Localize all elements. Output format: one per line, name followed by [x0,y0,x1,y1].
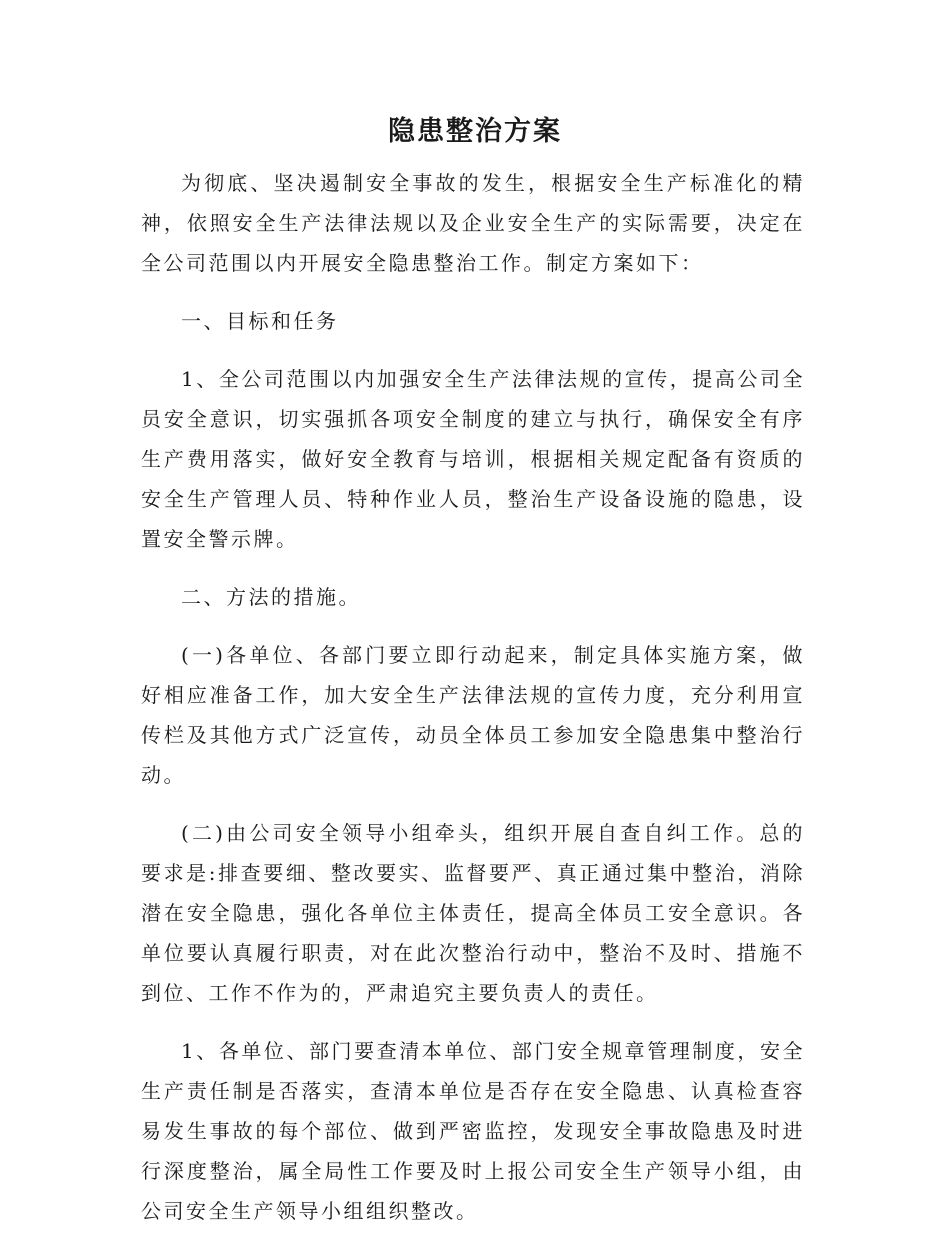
measures-subitem-1-paragraph: 1、各单位、部门要查清本单位、部门安全规章管理制度，安全生产责任制是否落实，查清本单位是否存在安全隐患、认真检查容易发生事故的每个部位、做到严密监控，发现安全事故隐患及时进行深度整治，属全局性工作要及时上报公司安全生产领导小组，由公司安全生产领导小组组织整改。 [141,1039,805,1223]
document-title: 隐患整治方案 [388,116,562,147]
section-heading-goals: 一、目标和任务 [181,309,339,333]
measures-item-2-paragraph: (二)由公司安全领导小组牵头，组织开展自查自纠工作。总的要求是:排查要细、整改要实、监督要严、真正通过集中整治，消除潜在安全隐患，强化各单位主体责任，提高全体员工安全意识。各单位要认真履行职责，对在此次整治行动中，整治不及时、措施不到位、工作不作为的，严肃追究主要负责人的责任。 [141,821,805,1005]
goals-item-1-paragraph: 1、全公司范围以内加强安全生产法律法规的宣传，提高公司全员安全意识，切实强抓各项安全制度的建立与执行，确保安全有序生产费用落实，做好安全教育与培训，根据相关规定配备有资质的安全生产管理人员、特种作业人员，整治生产设备设施的隐患，设置安全警示牌。 [141,367,805,551]
measures-item-1-paragraph: (一)各单位、各部门要立即行动起来，制定具体实施方案，做好相应准备工作，加大安全生产法律法规的宣传力度，充分利用宣传栏及其他方式广泛宣传，动员全体员工参加安全隐患集中整治行动。 [141,643,805,787]
document-body [141,163,805,1249]
section-heading-measures: 二、方法的措施。 [181,585,361,609]
intro-paragraph: 为彻底、坚决遏制安全事故的发生，根据安全生产标准化的精神，依照安全生产法律法规以及企业安全生产的实际需要，决定在全公司范围以内开展安全隐患整治工作。制定方案如下： [141,171,805,275]
